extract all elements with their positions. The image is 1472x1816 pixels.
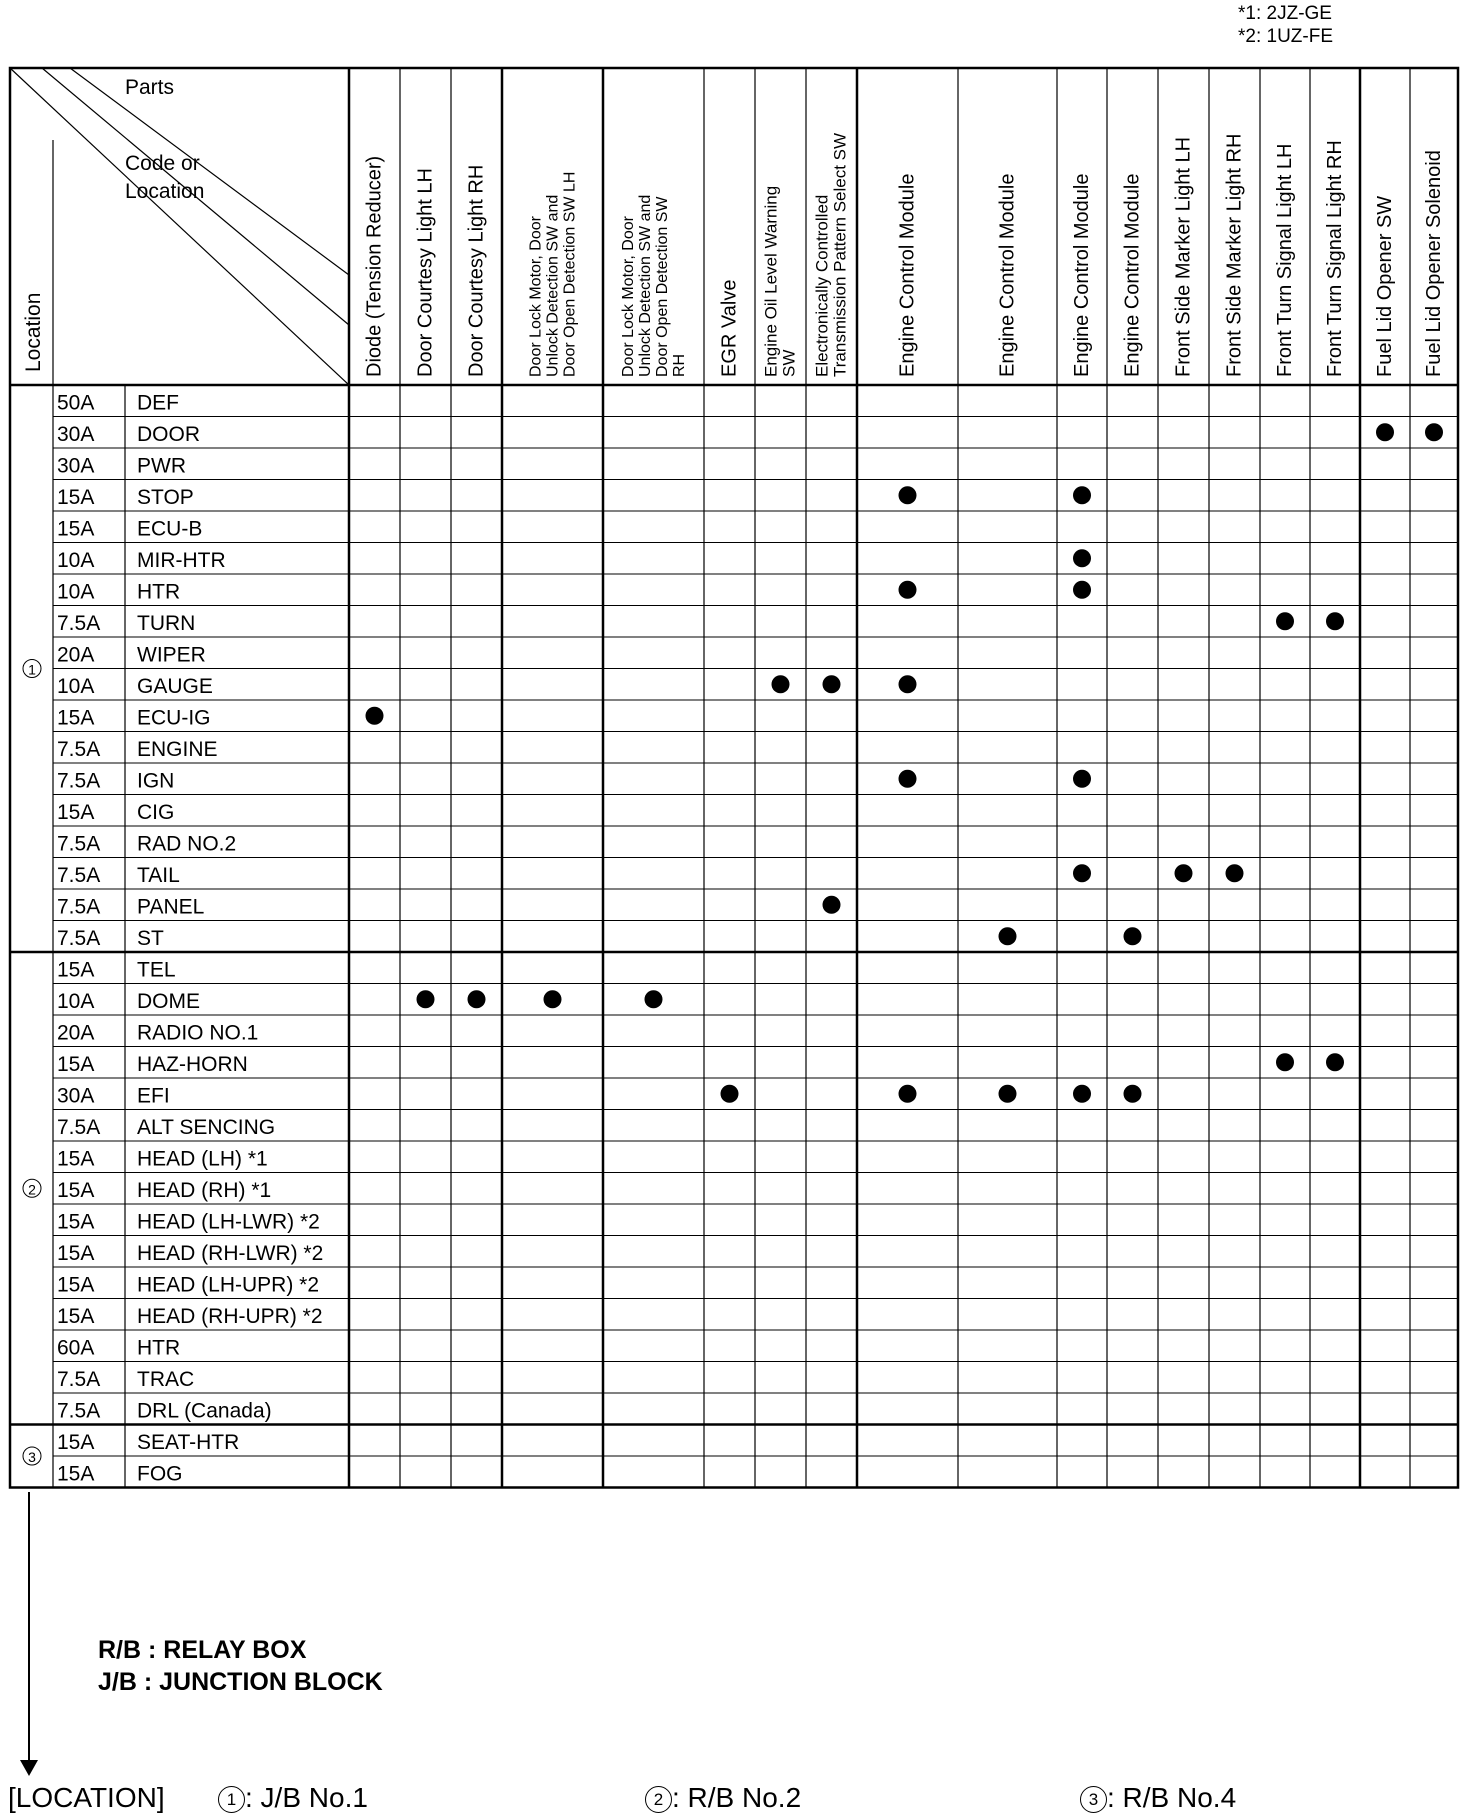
fuse-code: HEAD (RH) *1 <box>137 1179 272 1202</box>
part-header: Engine Control Module <box>1070 173 1093 377</box>
fuse-code: ALT SENCING <box>137 1116 276 1139</box>
fuse-code: HTR <box>137 1336 181 1360</box>
fuse-code: DRL (Canada) <box>137 1399 272 1423</box>
part-header: Door Open Detection SW <box>653 196 671 377</box>
fuse-code: SEAT-HTR <box>137 1431 240 1454</box>
connection-dot <box>823 675 841 693</box>
note-1: *1: 2JZ-GE <box>1238 3 1332 24</box>
fuse-amp: 10A <box>57 549 95 572</box>
header-parts: Parts <box>125 76 175 99</box>
fuse-amp: 7.5A <box>57 864 101 887</box>
connection-dot <box>1376 423 1394 441</box>
connection-dot <box>417 990 435 1008</box>
fuse-amp: 30A <box>57 423 95 446</box>
location-arrow-head <box>20 1760 38 1776</box>
fuse-amp: 15A <box>57 1179 95 1202</box>
connection-dot <box>366 707 384 725</box>
connection-dot <box>999 1085 1017 1103</box>
fuse-amp: 30A <box>57 454 95 478</box>
part-header: Fuel Lid Opener Solenoid <box>1422 150 1445 377</box>
location-3 <box>1080 1782 1236 1814</box>
connection-dot <box>1276 1053 1294 1071</box>
fuse-code: EFI <box>137 1084 170 1108</box>
connection-dot <box>645 990 663 1008</box>
fuse-amp: 50A <box>57 391 95 415</box>
part-header: RH <box>670 353 688 377</box>
fuse-amp: 15A <box>57 1305 95 1328</box>
fuse-amp: 15A <box>57 1147 95 1171</box>
connection-dot <box>1073 770 1091 788</box>
connection-dot <box>1073 1085 1091 1103</box>
fuse-code: PWR <box>137 454 186 478</box>
location-1 <box>218 1782 368 1814</box>
fuse-amp: 10A <box>57 675 95 698</box>
fuse-amp: 7.5A <box>57 612 101 635</box>
fuse-code: RADIO NO.1 <box>137 1021 259 1045</box>
header-location: Location <box>125 180 205 203</box>
part-header: Fuel Lid Opener SW <box>1373 195 1396 377</box>
location-2-text: : R/B No.2 <box>672 1782 802 1813</box>
connection-dot <box>721 1085 739 1103</box>
location-3-text: : R/B No.4 <box>1107 1782 1237 1813</box>
fuse-amp: 15A <box>57 486 95 509</box>
fuse-code: HEAD (LH) *1 <box>137 1147 268 1171</box>
header-diagonal <box>70 68 349 275</box>
part-header: Door Courtesy Light RH <box>465 164 488 377</box>
connection-dot <box>899 486 917 504</box>
fuse-code: ECU-IG <box>137 706 211 730</box>
fuse-amp: 10A <box>57 580 95 604</box>
part-header: Unlock Detection SW and <box>636 194 654 377</box>
connection-dot <box>1124 1085 1142 1103</box>
header-code: Code or <box>125 152 200 175</box>
fuse-code: ENGINE <box>137 738 218 761</box>
part-header: Engine Control Module <box>996 173 1019 377</box>
part-header: Diode (Tension Reducer) <box>363 155 386 377</box>
connection-dot <box>1073 549 1091 567</box>
fuse-amp: 7.5A <box>57 738 101 761</box>
part-header: Engine Oil Level Warning <box>761 185 781 377</box>
header-diagonal <box>10 68 349 385</box>
fuse-code: RAD NO.2 <box>137 832 237 856</box>
connection-dot <box>823 896 841 914</box>
fuse-code: IGN <box>137 769 175 793</box>
location-2 <box>645 1782 801 1814</box>
part-header: Front Side Marker Light LH <box>1172 136 1195 377</box>
part-header: Door Courtesy Light LH <box>414 168 437 377</box>
connection-dot <box>1073 486 1091 504</box>
connection-dot <box>899 1085 917 1103</box>
fuse-amp: 20A <box>57 643 95 667</box>
fuse-amp: 7.5A <box>57 895 101 919</box>
fuse-amp: 15A <box>57 801 95 824</box>
fuse-code: FOG <box>137 1462 183 1486</box>
part-header: EGR Valve <box>718 279 741 377</box>
fuse-amp: 7.5A <box>57 1116 101 1139</box>
fuse-code: CIG <box>137 801 175 824</box>
fuse-code: TEL <box>137 958 176 982</box>
fuse-code: WIPER <box>137 643 206 667</box>
fuse-amp: 15A <box>57 517 95 541</box>
fuse-amp: 15A <box>57 1462 95 1486</box>
connection-dot <box>1276 612 1294 630</box>
location-label: [LOCATION] <box>8 1782 165 1813</box>
connection-dot <box>899 675 917 693</box>
part-header: Transmission Pattern Select SW <box>830 132 850 377</box>
fuse-code: DOOR <box>137 423 200 446</box>
fuse-amp: 15A <box>57 1431 95 1454</box>
jb-legend: J/B : JUNCTION BLOCK <box>98 1668 383 1696</box>
fuse-code: TAIL <box>137 864 180 887</box>
connection-dot <box>1073 864 1091 882</box>
fuse-code: HEAD (LH-UPR) *2 <box>137 1273 320 1297</box>
part-header: Engine Control Module <box>896 173 919 377</box>
group-location-label: 2 <box>28 1181 36 1198</box>
fuse-amp: 15A <box>57 706 95 730</box>
part-header: Front Turn Signal Light LH <box>1273 143 1296 377</box>
part-header: Door Lock Motor, Door <box>619 216 637 377</box>
fuse-code: HEAD (RH-UPR) *2 <box>137 1305 323 1328</box>
fuse-code: DOME <box>137 990 200 1013</box>
connection-dot <box>468 990 486 1008</box>
location-1-num: 1 <box>218 1786 245 1813</box>
fuse-amp: 7.5A <box>57 769 101 793</box>
connection-dot <box>1425 423 1443 441</box>
fuse-amp: 7.5A <box>57 832 101 856</box>
location-1-text: : J/B No.1 <box>245 1782 368 1813</box>
fuse-code: MIR-HTR <box>137 549 226 572</box>
connection-dot <box>1226 864 1244 882</box>
fuse-code: ECU-B <box>137 517 203 541</box>
fuse-code: DEF <box>137 391 179 415</box>
part-header: Engine Control Module <box>1121 173 1144 377</box>
fuse-code: HTR <box>137 580 181 604</box>
location-3-num: 3 <box>1080 1786 1107 1813</box>
fuse-code: TRAC <box>137 1368 195 1391</box>
fuse-amp: 15A <box>57 958 95 982</box>
part-header: Front Turn Signal Light RH <box>1323 140 1346 377</box>
connection-dot <box>999 927 1017 945</box>
fuse-code: STOP <box>137 486 194 509</box>
fuse-amp: 60A <box>57 1336 95 1360</box>
group-location-label: 3 <box>28 1449 36 1465</box>
fuse-amp: 15A <box>57 1242 95 1265</box>
connection-dot <box>899 770 917 788</box>
group-location-label: 1 <box>28 661 36 678</box>
part-header: Door Lock Motor, Door <box>527 216 545 377</box>
connection-dot <box>1073 581 1091 599</box>
fuse-code: PANEL <box>137 895 205 919</box>
connection-dot <box>1326 612 1344 630</box>
fuse-amp: 10A <box>57 990 95 1013</box>
part-header: SW <box>779 349 799 377</box>
fuse-amp: 15A <box>57 1210 95 1234</box>
fuse-code: HEAD (LH-LWR) *2 <box>137 1210 320 1234</box>
fuse-amp: 15A <box>57 1053 95 1076</box>
note-2: *2: 1UZ-FE <box>1238 26 1334 47</box>
fuse-amp: 30A <box>57 1084 95 1108</box>
connection-dot <box>1175 864 1193 882</box>
connection-dot <box>772 675 790 693</box>
part-header: Unlock Detection SW and <box>544 194 562 377</box>
fuse-code: HAZ-HORN <box>137 1053 248 1076</box>
fuse-amp: 15A <box>57 1273 95 1297</box>
fuse-amp: 7.5A <box>57 1368 101 1391</box>
part-header: Electronically Controlled <box>812 194 832 377</box>
part-header: Door Open Detection SW LH <box>561 171 579 377</box>
fuse-code: HEAD (RH-LWR) *2 <box>137 1242 324 1265</box>
fuse-amp: 7.5A <box>57 1399 101 1423</box>
connection-dot <box>1326 1053 1344 1071</box>
fuse-amp: 7.5A <box>57 927 101 950</box>
part-header: Front Side Marker Light RH <box>1223 133 1246 377</box>
connection-dot <box>544 990 562 1008</box>
fuse-code: GAUGE <box>137 675 213 698</box>
location-arrow <box>28 1492 30 1767</box>
connection-dot <box>899 581 917 599</box>
location-2-num: 2 <box>645 1786 672 1813</box>
fuse-amp: 20A <box>57 1021 95 1045</box>
fuse-code: ST <box>137 927 164 950</box>
rb-legend: R/B : RELAY BOX <box>98 1636 307 1664</box>
connection-dot <box>1124 927 1142 945</box>
header-location-vertical: Location <box>22 292 45 372</box>
fuse-code: TURN <box>137 612 196 635</box>
